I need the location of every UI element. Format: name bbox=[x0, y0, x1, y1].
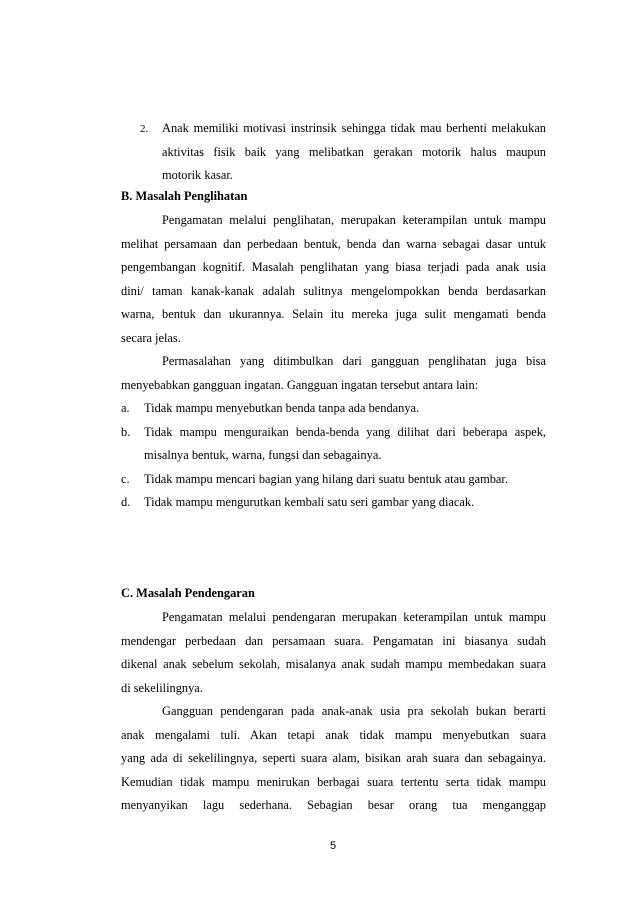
list-item-a: Tidak mampu menyebutkan benda tanpa ada bendanya. bbox=[144, 401, 420, 415]
list-marker-c: c. bbox=[121, 472, 130, 486]
section-heading-b: B. Masalah Penglihatan bbox=[121, 189, 248, 203]
b-p1-line-4: dini/ taman kanak-kanak adalah sulitnya mengelompokkan benda berdasarkan bbox=[121, 284, 546, 298]
list-marker-a: a. bbox=[121, 401, 130, 415]
c-p1-line-2: mendengar perbedaan dan persamaan suara. Pengamatan ini biasanya sudah bbox=[121, 634, 546, 648]
item2-line-1: Anak memiliki motivasi instrinsik sehingga tidak mau berhenti melakukan bbox=[162, 121, 546, 135]
c-p2-line-5: menyanyikan lagu sederhana. Sebagian besar orang tua menganggap bbox=[121, 798, 546, 812]
list-item-b-line-2: misalnya bentuk, warna, fungsi dan sebagainya. bbox=[144, 448, 382, 462]
b-p1-line-1: Pengamatan melalui penglihatan, merupakan keterampilan untuk mampu bbox=[162, 213, 546, 227]
list-marker-b: b. bbox=[121, 425, 131, 439]
item2-line-2: aktivitas fisik baik yang melibatkan gerakan motorik halus maupun bbox=[162, 145, 546, 159]
list-marker-2: 2. bbox=[140, 123, 149, 135]
c-p1-line-1: Pengamatan melalui pendengaran merupakan keterampilan untuk mampu bbox=[162, 610, 546, 624]
list-marker-d: d. bbox=[121, 495, 131, 509]
c-p2-line-4: Kemudian tidak mampu menirukan berbagai suara tertentu serta tidak mampu bbox=[121, 775, 546, 789]
item2-line-3: motorik kasar. bbox=[162, 168, 233, 182]
c-p1-line-3: dikenal anak sebelum sekolah, misalanya anak sudah mampu membedakan suara bbox=[121, 657, 546, 671]
c-p2-line-1: Gangguan pendengaran pada anak-anak usia pra sekolah bukan berarti bbox=[162, 704, 546, 718]
list-item-d: Tidak mampu mengurutkan kembali satu seri gambar yang diacak. bbox=[144, 495, 475, 509]
b-p1-line-5: warna, bentuk dan ukurannya. Selain itu mereka juga sulit mengamati benda bbox=[121, 307, 546, 321]
list-item-c: Tidak mampu mencari bagian yang hilang dari suatu bentuk atau gambar. bbox=[144, 472, 508, 486]
b-p2-line-2: menyebabkan gangguan ingatan. Gangguan ingatan tersebut antara lain: bbox=[121, 378, 479, 392]
page-number: 5 bbox=[330, 840, 337, 852]
b-p1-line-3: pengembangan kognitif. Masalah penglihatan yang biasa terjadi pada anak usia bbox=[121, 260, 546, 274]
c-p2-line-2: anak mengalami tuli. Akan tetapi anak tidak mampu menyebutkan suara bbox=[121, 728, 546, 742]
section-heading-c: C. Masalah Pendengaran bbox=[121, 586, 255, 600]
b-p1-line-6: secara jelas. bbox=[121, 331, 181, 345]
b-p2-line-1: Permasalahan yang ditimbulkan dari gangguan penglihatan juga bisa bbox=[162, 354, 546, 368]
list-item-b-line-1: Tidak mampu menguraikan benda-benda yang dilihat dari beberapa aspek, bbox=[144, 425, 546, 439]
c-p1-line-4: di sekelilingnya. bbox=[121, 681, 203, 695]
c-p2-line-3: yang ada di sekelilingnya, seperti suara alam, bisikan arah suara dan sebagainya. bbox=[121, 751, 546, 765]
b-p1-line-2: melihat persamaan dan perbedaan bentuk, benda dan warna sebagai dasar untuk bbox=[121, 237, 546, 251]
